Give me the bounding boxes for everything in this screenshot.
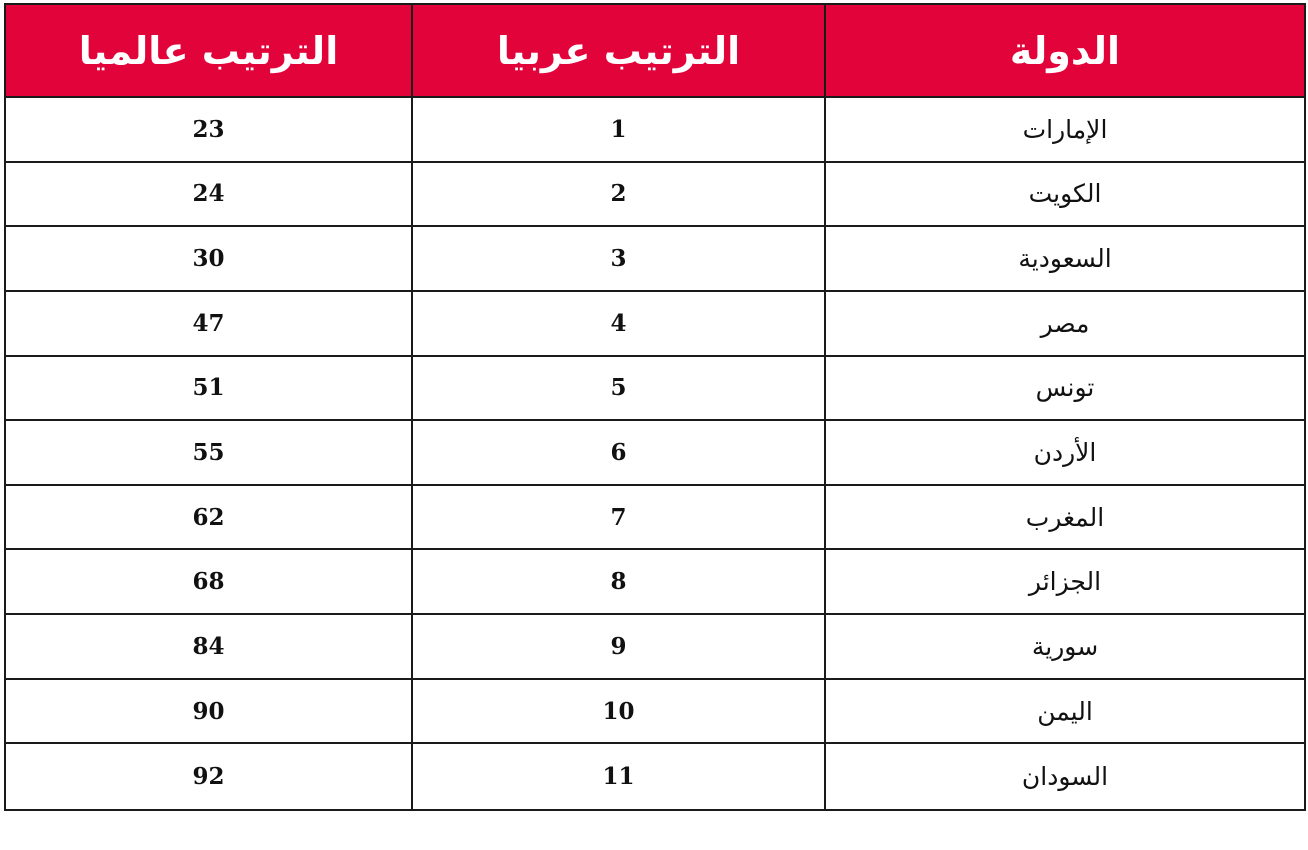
arab-rank-cell: 11 bbox=[413, 744, 826, 809]
ranking-table bbox=[4, 3, 1306, 811]
header-arab-rank: الترتيب عربيا bbox=[413, 5, 826, 98]
country-cell: تونس bbox=[826, 357, 1304, 422]
country-cell: السعودية bbox=[826, 227, 1304, 292]
world-rank-cell: 92 bbox=[6, 744, 413, 809]
arab-rank-cell: 4 bbox=[413, 292, 826, 357]
country-cell: المغرب bbox=[826, 486, 1304, 551]
country-cell: سورية bbox=[826, 615, 1304, 680]
world-rank-cell: 84 bbox=[6, 615, 413, 680]
world-rank-cell: 24 bbox=[6, 163, 413, 228]
header-world-rank: الترتيب عالميا bbox=[6, 5, 413, 98]
country-cell: السودان bbox=[1021, 762, 1109, 792]
country-cell: الجزائر bbox=[826, 550, 1304, 615]
country-cell: الكويت bbox=[826, 163, 1304, 228]
arab-rank-cell: 6 bbox=[413, 421, 826, 486]
country-cell: الأردن bbox=[826, 421, 1304, 486]
header-country: الدولة bbox=[826, 5, 1304, 98]
arab-rank-cell: 1 bbox=[413, 98, 826, 163]
arab-rank-cell: 10 bbox=[413, 680, 826, 745]
arab-rank-cell: 3 bbox=[413, 227, 826, 292]
world-rank-cell: 30 bbox=[6, 227, 413, 292]
arab-rank-cell: 8 bbox=[413, 550, 826, 615]
world-rank-cell: 51 bbox=[6, 357, 413, 422]
world-rank-cell: 55 bbox=[6, 421, 413, 486]
arab-rank-cell: 5 bbox=[413, 357, 826, 422]
arab-rank-cell: 9 bbox=[413, 615, 826, 680]
country-cell: اليمن bbox=[826, 680, 1304, 745]
world-rank-cell: 23 bbox=[6, 98, 413, 163]
world-rank-cell: 68 bbox=[6, 550, 413, 615]
world-rank-cell: 47 bbox=[6, 292, 413, 357]
country-cell: مصر bbox=[826, 292, 1304, 357]
arab-rank-cell: 7 bbox=[413, 486, 826, 551]
country-cell: الإمارات bbox=[826, 98, 1304, 163]
world-rank-cell: 62 bbox=[6, 486, 413, 551]
arab-rank-cell: 2 bbox=[413, 163, 826, 228]
world-rank-cell: 90 bbox=[6, 680, 413, 745]
